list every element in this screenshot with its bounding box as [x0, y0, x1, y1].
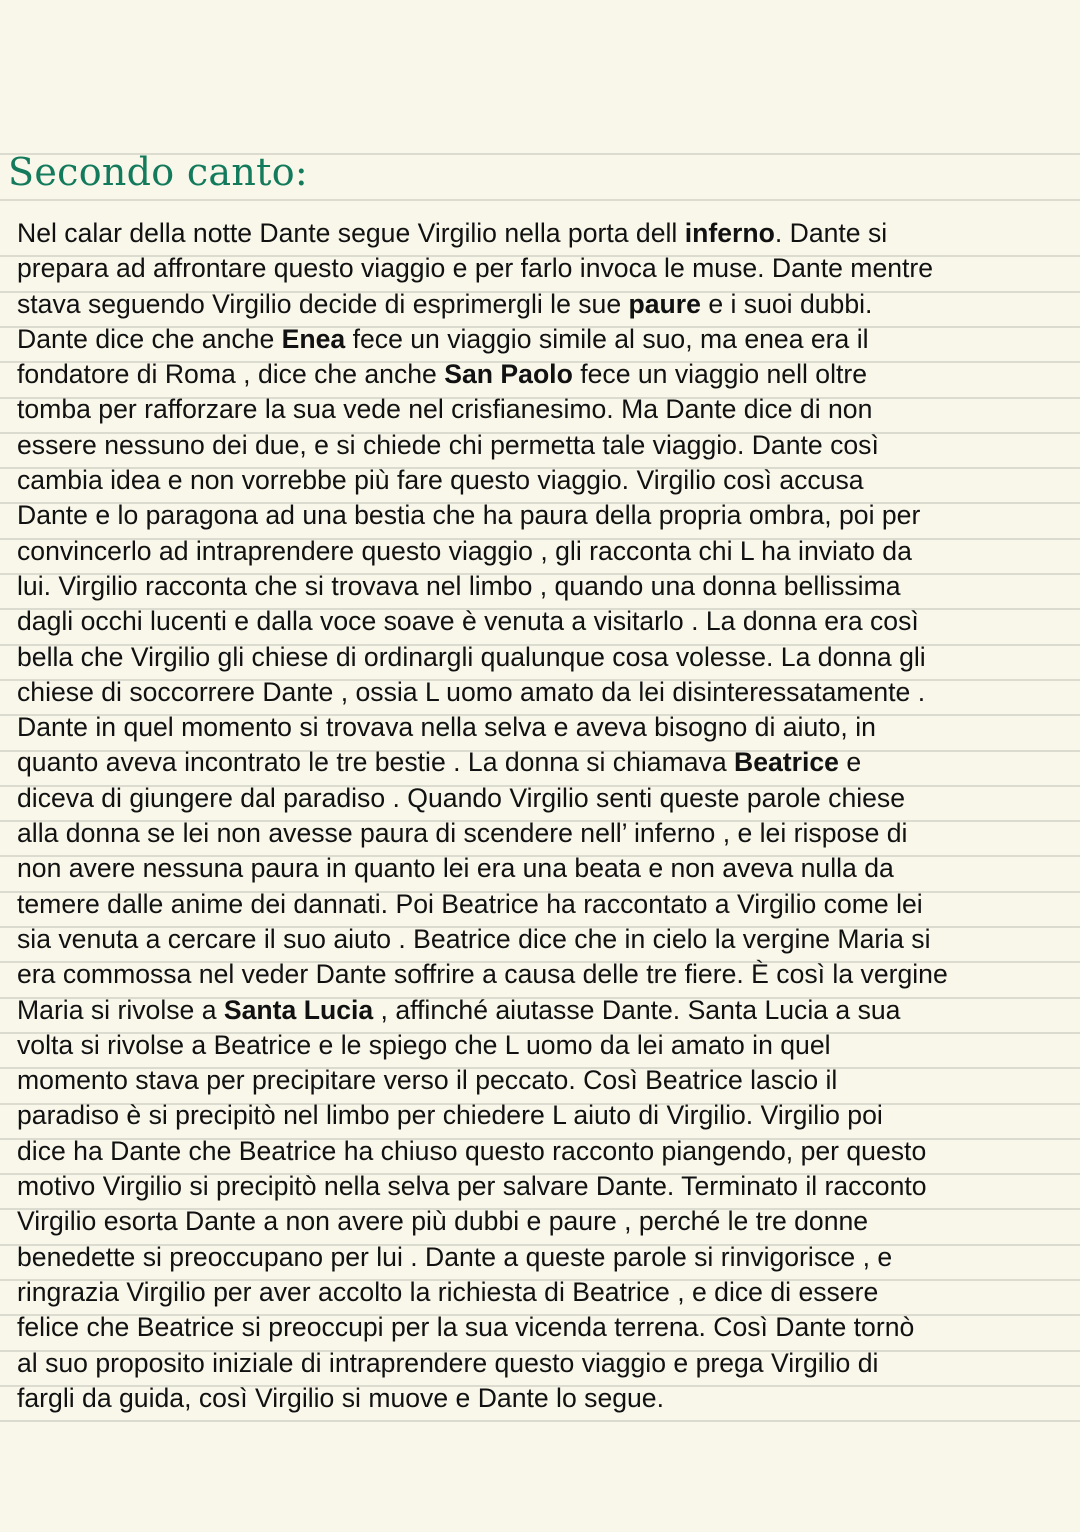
- text-segment: felice che Beatrice si preoccupi per la sua vicenda terrena. Così Dante tornò: [17, 1312, 915, 1343]
- text-segment: tomba per rafforzare la sua vede nel crisfianesimo. Ma Dante dice di non: [17, 394, 873, 425]
- ruled-line: [0, 199, 1080, 201]
- text-line: [17, 1169, 948, 1204]
- text-segment: e: [838, 747, 862, 778]
- text-segment: Nel calar della notte Dante segue Virgilio nella porta dell: [17, 218, 685, 248]
- text-segment: sia venuta a cercare il suo aiuto . Beatrice dice che in cielo la vergine Maria si: [17, 923, 931, 954]
- text-line: [17, 1028, 948, 1063]
- bold-term: San Paolo: [444, 359, 573, 390]
- text-line: [17, 428, 948, 463]
- text-segment: bella che Virgilio gli chiese di ordinargli qualunque cosa volesse. La donna gli: [17, 641, 926, 672]
- text-segment: era commossa nel veder Dante soffrire a causa delle tre fiere. È così la vergine: [17, 959, 948, 990]
- bold-term: Santa Lucia: [223, 994, 374, 1025]
- text-line: [17, 1134, 948, 1169]
- note-body: [17, 216, 948, 1416]
- text-segment: motivo Virgilio si precipitò nella selva per salvare Dante. Terminato il racconto: [17, 1171, 927, 1202]
- text-segment: chiese di soccorrere Dante , ossia L uomo amato da lei disinteressatamente .: [17, 676, 926, 707]
- text-segment: , affinché aiutasse Dante. Santa Lucia a sua: [373, 994, 901, 1025]
- text-line: [17, 604, 948, 639]
- text-segment: quanto aveva incontrato le tre bestie . La donna si chiamava: [17, 747, 735, 778]
- text-segment: Dante e lo paragona ad una bestia che ha paura della propria ombra, poi per: [17, 500, 921, 531]
- text-line: [17, 1310, 948, 1345]
- text-segment: prepara ad affrontare questo viaggio e per farlo invoca le muse. Dante mentre: [17, 253, 934, 284]
- text-line: [17, 1204, 948, 1239]
- text-line: [17, 675, 948, 710]
- text-segment: fece un viaggio nell oltre: [572, 359, 868, 390]
- text-segment: momento stava per precipitare verso il peccato. Così Beatrice lascio il: [17, 1065, 838, 1096]
- bold-term: paure: [628, 288, 701, 319]
- text-line: [17, 1346, 948, 1381]
- text-line: [17, 392, 948, 427]
- text-segment: volta si rivolse a Beatrice e le spiego che L uomo da lei amato in quel: [17, 1029, 831, 1060]
- text-line: [17, 1063, 948, 1098]
- bold-term: inferno: [684, 218, 775, 248]
- text-line: [17, 922, 948, 957]
- ruled-line: [0, 1420, 1080, 1422]
- text-line: [17, 851, 948, 886]
- text-segment: lui. Virgilio racconta che si trovava nel limbo , quando una donna bellissima: [17, 570, 901, 601]
- text-segment: cambia idea e non vorrebbe più fare questo viaggio. Virgilio così accusa: [17, 465, 864, 496]
- text-line: [17, 569, 948, 604]
- text-line: [17, 781, 948, 816]
- text-line: [17, 498, 948, 533]
- text-line: [17, 816, 948, 851]
- text-line: [17, 1381, 948, 1416]
- text-segment: Virgilio esorta Dante a non avere più dubbi e paure , perché le tre donne: [17, 1206, 869, 1237]
- text-line: [17, 1098, 948, 1133]
- text-segment: fargli da guida, così Virgilio si muove e Dante lo segue.: [17, 1382, 664, 1413]
- text-segment: fondatore di Roma , dice che anche: [17, 359, 445, 390]
- text-segment: al suo proposito iniziale di intraprendere questo viaggio e prega Virgilio di: [17, 1347, 879, 1378]
- text-line: [17, 216, 948, 251]
- text-segment: alla donna se lei non avesse paura di scendere nell’ inferno , e lei rispose di: [17, 818, 908, 849]
- text-line: [17, 887, 948, 922]
- text-line: [17, 993, 948, 1028]
- bold-term: Enea: [281, 323, 346, 354]
- text-segment: non avere nessuna paura in quanto lei era una beata e non aveva nulla da: [17, 853, 894, 884]
- text-line: [17, 322, 948, 357]
- text-segment: dice ha Dante che Beatrice ha chiuso questo racconto piangendo, per questo: [17, 1135, 927, 1166]
- text-segment: fece un viaggio simile al suo, ma enea era il: [345, 323, 869, 354]
- text-segment: stava seguendo Virgilio decide di esprimergli le sue: [17, 288, 629, 319]
- text-segment: Dante dice che anche: [17, 323, 282, 354]
- text-segment: dagli occhi lucenti e dalla voce soave è venuta a visitarlo . La donna era così: [17, 606, 919, 637]
- text-segment: . Dante si: [774, 218, 888, 248]
- text-line: [17, 357, 948, 392]
- page-title: Secondo canto:: [8, 150, 308, 194]
- text-line: [17, 710, 948, 745]
- text-segment: Maria si rivolse a: [17, 994, 224, 1025]
- text-segment: convincerlo ad intraprendere questo viaggio , gli racconta chi L ha inviato da: [17, 535, 912, 566]
- text-line: [17, 957, 948, 992]
- text-segment: diceva di giungere dal paradiso . Quando Virgilio senti queste parole chiese: [17, 782, 906, 813]
- text-segment: e i suoi dubbi.: [700, 288, 873, 319]
- text-line: [17, 463, 948, 498]
- text-segment: temere dalle anime dei dannati. Poi Beatrice ha raccontato a Virgilio come lei: [17, 888, 923, 919]
- text-line: [17, 1240, 948, 1275]
- text-segment: essere nessuno dei due, e si chiede chi permetta tale viaggio. Dante così: [17, 429, 879, 460]
- text-line: [17, 287, 948, 322]
- text-line: [17, 1275, 948, 1310]
- text-segment: benedette si preoccupano per lui . Dante a queste parole si rinvigorisce , e: [17, 1241, 893, 1272]
- bold-term: Beatrice: [734, 747, 839, 778]
- text-line: [17, 534, 948, 569]
- text-line: [17, 745, 948, 780]
- text-segment: ringrazia Virgilio per aver accolto la richiesta di Beatrice , e dice di essere: [17, 1276, 879, 1307]
- text-line: [17, 640, 948, 675]
- text-line: [17, 251, 948, 286]
- text-segment: Dante in quel momento si trovava nella selva e aveva bisogno di aiuto, in: [17, 712, 876, 743]
- text-segment: paradiso è si precipitò nel limbo per chiedere L aiuto di Virgilio. Virgilio poi: [17, 1100, 883, 1131]
